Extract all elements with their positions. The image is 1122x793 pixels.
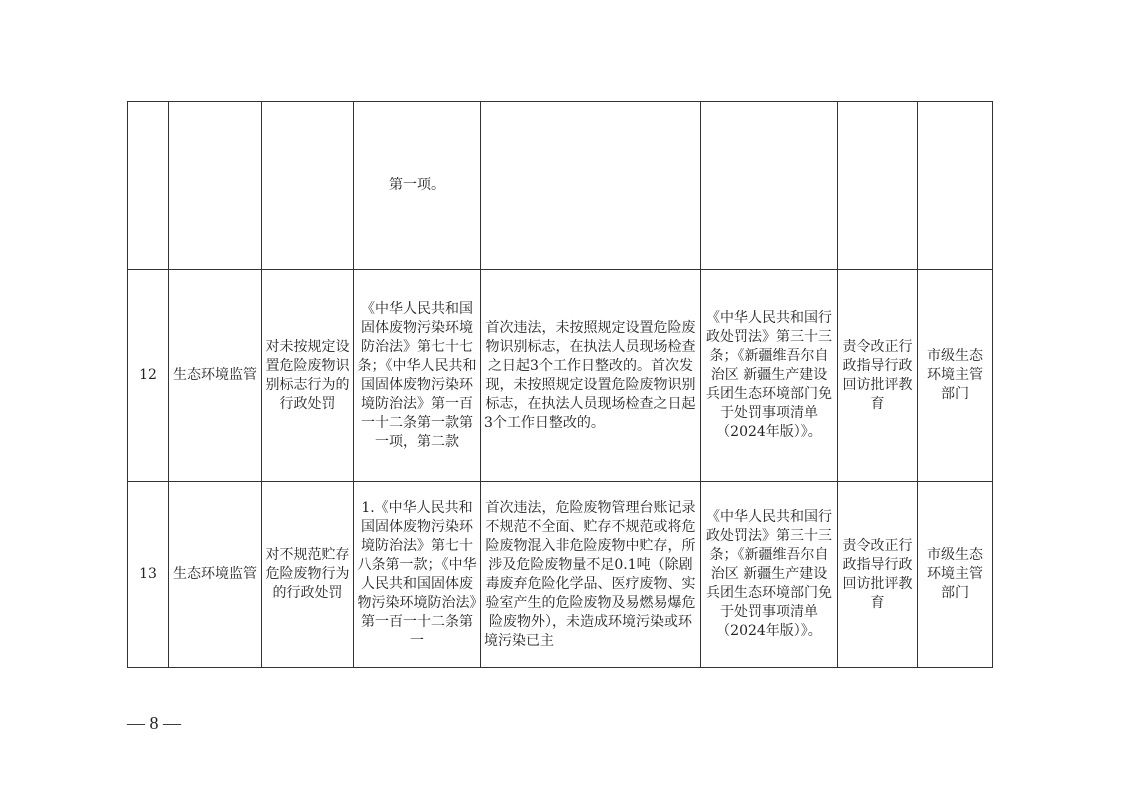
cell-procedure: 《中华人民共和国行政处罚法》第三十三条；《新疆维吾尔自治区 新疆生产建设兵团生态环境部门免于处罚事项清单（2024年版）》。 xyxy=(701,270,838,482)
cell-legal-basis: 第一项。 xyxy=(354,102,481,270)
cell-item: 对未按规定设置危险废物识别标志行为的行政处罚 xyxy=(262,270,354,482)
cell-procedure: 《中华人民共和国行政处罚法》第三十三条；《新疆维吾尔自治区 新疆生产建设兵团生态环境部门免于处罚事项清单（2024年版）》。 xyxy=(701,482,838,668)
cell-item xyxy=(262,102,354,270)
cell-procedure xyxy=(701,102,838,270)
cell-legal-basis: 1.《中华人民共和国固体废物污染环境防治法》第七十八条第一款；《中华人民共和国固体废物污染环境防治法》第一百一十二条第一 xyxy=(354,482,481,668)
cell-category: 生态环境监管 xyxy=(169,270,262,482)
cell-category: 生态环境监管 xyxy=(169,482,262,668)
cell-category xyxy=(169,102,262,270)
table-row xyxy=(128,270,993,482)
cell-measures: 责令改正行政指导行政回访批评教育 xyxy=(838,270,918,482)
table-row xyxy=(128,482,993,668)
cell-no xyxy=(128,102,169,270)
cell-department: 市级生态环境主管部门 xyxy=(918,482,993,668)
cell-measures: 责令改正行政指导行政回访批评教育 xyxy=(838,482,918,668)
page-number: — 8 — xyxy=(127,713,181,733)
cell-condition: 首次违法，未按照规定设置危险废物识别标志，在执法人员现场检查之日起3个工作日整改的。首次发现，未按照规定设置危险废物识别标志，在执法人员现场检查之日起3个工作日整改的。 xyxy=(481,270,701,482)
cell-measures xyxy=(838,102,918,270)
cell-department xyxy=(918,102,993,270)
penalty-exemption-table xyxy=(127,101,993,668)
cell-condition: 首次违法，危险废物管理台账记录不规范不全面、贮存不规范或将危险废物混入非危险废物中贮存，所涉及危险废物量不足0.1吨（除剧毒废弃危险化学品、医疗废物、实验室产生的危险废物及易燃易爆危险废物外），未造成环境污染或环境污染已主 xyxy=(481,482,701,668)
cell-no: 12 xyxy=(128,270,169,482)
cell-condition xyxy=(481,102,701,270)
table-row xyxy=(128,102,993,270)
cell-item: 对不规范贮存危险废物行为的行政处罚 xyxy=(262,482,354,668)
cell-department: 市级生态环境主管部门 xyxy=(918,270,993,482)
cell-legal-basis: 《中华人民共和国固体废物污染环境防治法》第七十七条；《中华人民共和国固体废物污染环境防治法》第一百一十二条第一款第一项，第二款 xyxy=(354,270,481,482)
cell-no: 13 xyxy=(128,482,169,668)
